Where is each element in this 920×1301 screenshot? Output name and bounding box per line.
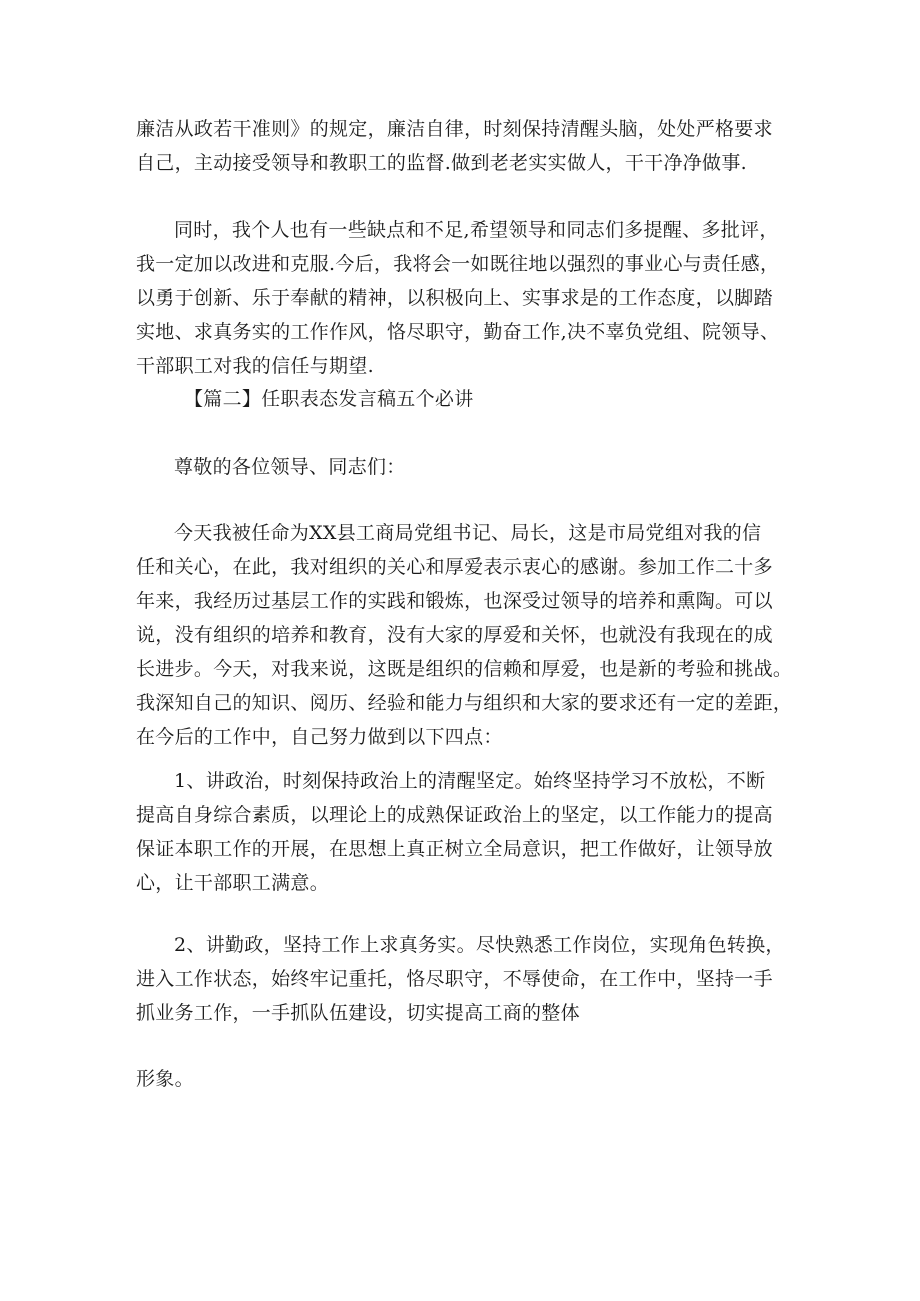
text-line: 以勇于创新、乐于奉献的精神，以积极向上、实事求是的工作态度，以脚踏: [136, 287, 773, 309]
paragraph-point-2: [136, 928, 796, 1030]
text-line: 廉洁从政若干准则》的规定，廉洁自律，时刻保持清醒头脑，处处严格要求: [136, 118, 773, 140]
section-heading: [136, 382, 796, 416]
text-line: 2、讲勤政，坚持工作上求真务实。尽快熟悉工作岗位，实现角色转换，: [174, 934, 785, 956]
text-line: 干部职工对我的信任与期望.: [136, 355, 374, 377]
text-line: 说，没有组织的培养和教育，没有大家的厚爱和关怀，也就没有我现在的成: [136, 624, 773, 646]
text-line: 形象。: [136, 1068, 194, 1090]
text-line: 同时，我个人也有一些缺点和不足,希望领导和同志们多提醒、多批评，: [174, 219, 779, 241]
text-line: 进入工作状态，始终牢记重托，恪尽职守，不辱使命，在工作中，坚持一手: [136, 968, 773, 990]
paragraph-point-1: [136, 764, 796, 900]
paragraph-integrity: [136, 112, 796, 180]
text-line: 年来，我经历过基层工作的实践和锻炼，也深受过领导的培养和熏陶。可以: [136, 590, 773, 612]
text-line: 我深知自己的知识、阅历、经验和能力与组织和大家的要求还有一定的差距，: [136, 692, 793, 714]
salutation: [136, 450, 796, 484]
text-line: 保证本职工作的开展，在思想上真正树立全局意识，把工作做好，让领导放: [136, 838, 773, 860]
section-title: 【篇二】任职表态发言稿五个必讲: [184, 388, 474, 410]
text-line: 心，让干部职工满意。: [136, 872, 330, 894]
salutation-text: 尊敬的各位领导、同志们：: [174, 456, 406, 478]
text-line: 今天我被任命为XX县工商局党组书记、局长，这是市局党组对我的信: [174, 522, 762, 544]
paragraph-appointment: [136, 516, 796, 754]
text-line: 在今后的工作中，自己努力做到以下四点：: [136, 726, 503, 748]
text-line: 抓业务工作，一手抓队伍建设，切实提高工商的整体: [136, 1002, 580, 1024]
text-line: 我一定加以改进和克服.今后，我将会一如既往地以强烈的事业心与责任感，: [136, 253, 780, 275]
text-line: 长进步。今天，对我来说，这既是组织的信赖和厚爱，也是新的考验和挑战。: [136, 658, 793, 680]
text-line: 自己，主动接受领导和教职工的监督.做到老老实实做人，干干净净做事.: [136, 152, 747, 174]
text-line: 提高自身综合素质，以理论上的成熟保证政治上的坚定，以工作能力的提高: [136, 804, 773, 826]
text-line: 实地、求真务实的工作作风，恪尽职守，勤奋工作,决不辜负党组、院领导、: [136, 321, 780, 343]
text-line: 1、讲政治，时刻保持政治上的清醒坚定。始终坚持学习不放松，不断: [174, 770, 766, 792]
text-line: 任和关心，在此，我对组织的关心和厚爱表示衷心的感谢。参加工作二十多: [136, 556, 773, 578]
paragraph-shortcomings: [136, 213, 796, 383]
paragraph-continuation: [136, 1062, 796, 1096]
